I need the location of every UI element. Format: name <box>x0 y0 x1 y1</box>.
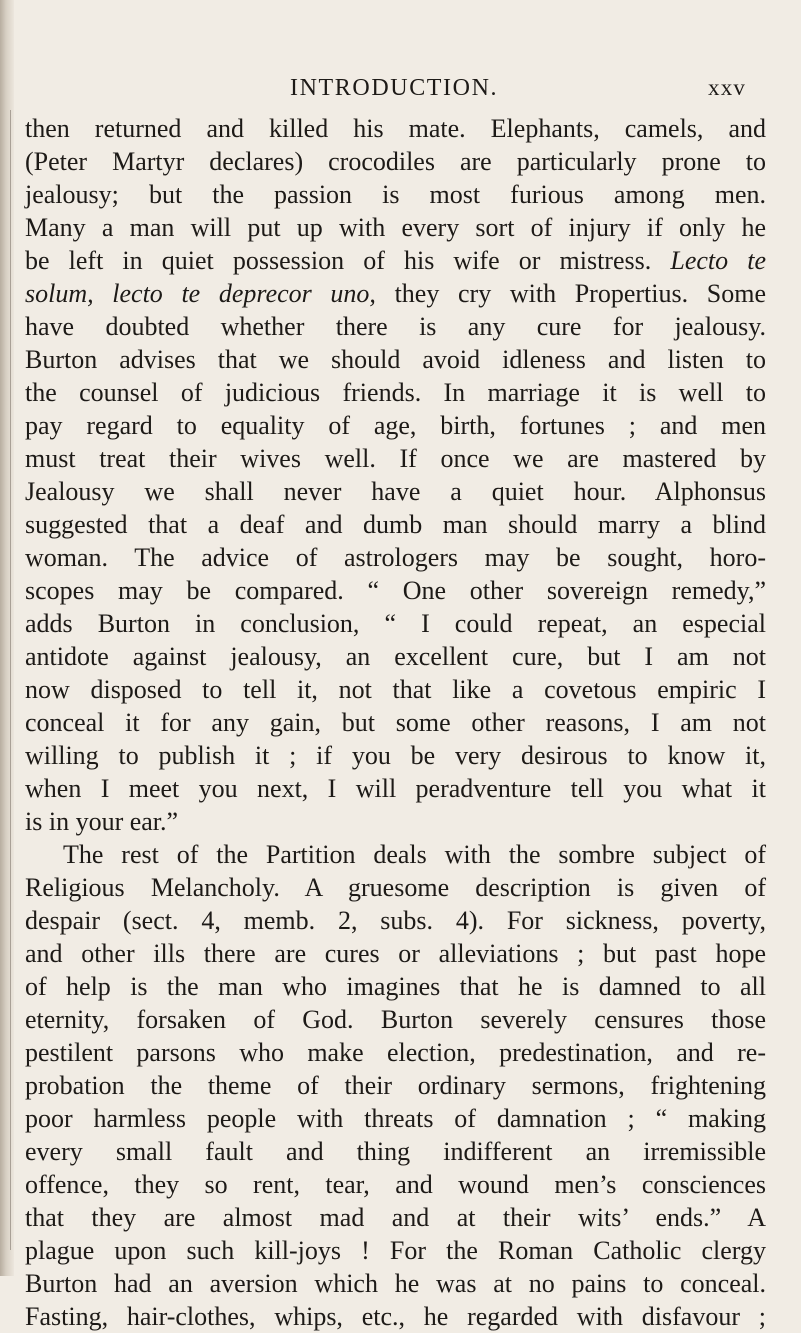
text-line: despair (sect. 4, memb. 2, subs. 4). For sickness, poverty, <box>25 906 766 935</box>
text-line: poor harmless people with threats of damnation ; “ making <box>25 1104 766 1133</box>
text-line: Religious Melancholy. A gruesome description is given of <box>25 873 766 902</box>
text-line: now disposed to tell it, not that like a covetous empiric I <box>25 675 766 704</box>
text-line: of help is the man who imagines that he is damned to all <box>25 972 766 1001</box>
text-line: suggested that a deaf and dumb man should marry a blind <box>25 510 766 539</box>
text-segment: they cry with Propertius. Some <box>375 279 766 308</box>
text-line: willing to publish it ; if you be very desirous to know it, <box>25 741 766 770</box>
page-header <box>0 75 801 109</box>
text-line: Jealousy we shall never have a quiet hour. Alphonsus <box>25 477 766 506</box>
text-line: is in your ear.” <box>25 807 179 836</box>
text-line <box>25 244 766 277</box>
text-line: that they are almost mad and at their wits’ ends.” A <box>25 1203 766 1232</box>
text-segment: be left in quiet possession of his wife or mistress. <box>25 246 652 275</box>
text-line: eternity, forsaken of God. Burton severely censures those <box>25 1005 766 1034</box>
page-number: xxv <box>708 75 747 100</box>
text-line <box>25 277 766 310</box>
text-line: have doubted whether there is any cure for jealousy. <box>25 312 766 341</box>
text-line: conceal it for any gain, but some other reasons, I am not <box>25 708 766 737</box>
text-line: plague upon such kill-joys ! For the Roman Catholic clergy <box>25 1236 766 1265</box>
text-line: adds Burton in conclusion, “ I could repeat, an especial <box>25 609 766 638</box>
text-line: offence, they so rent, tear, and wound men’s consciences <box>25 1170 766 1199</box>
text-line: woman. The advice of astrologers may be sought, horo- <box>25 543 766 572</box>
text-line: pestilent parsons who make election, predestination, and re- <box>25 1038 766 1067</box>
text-line: and other ills there are cures or alleviations ; but past hope <box>25 939 766 968</box>
text-line: jealousy; but the passion is most furious among men. <box>25 180 766 209</box>
latin-quote: Lecto te <box>670 246 767 275</box>
text-line: the counsel of judicious friends. In marriage it is well to <box>25 378 766 407</box>
text-line: every small fault and thing indifferent an irremissible <box>25 1137 766 1166</box>
running-head: INTRODUCTION. <box>290 75 499 101</box>
text-line: must treat their wives well. If once we are mastered by <box>25 444 766 473</box>
page-gutter-shadow <box>0 0 14 1276</box>
binding-edge-line <box>10 110 11 1250</box>
text-line: when I meet you next, I will peradventure tell you what it <box>25 774 766 803</box>
text-line: Burton had an aversion which he was at no pains to conceal. <box>25 1269 766 1298</box>
text-line: then returned and killed his mate. Elephants, camels, and <box>25 114 766 143</box>
text-line: antidote against jealousy, an excellent cure, but I am not <box>25 642 766 671</box>
text-line: scopes may be compared. “ One other sovereign remedy,” <box>25 576 766 605</box>
text-line: (Peter Martyr declares) crocodiles are particularly prone to <box>25 147 766 176</box>
text-line: pay regard to equality of age, birth, fortunes ; and men <box>25 411 766 440</box>
latin-quote: solum, lecto te deprecor uno, <box>25 279 376 308</box>
text-line: Burton advises that we should avoid idleness and listen to <box>25 345 766 374</box>
text-line: Fasting, hair-clothes, whips, etc., he regarded with disfavour ; <box>25 1302 766 1331</box>
text-line: probation the theme of their ordinary sermons, frightening <box>25 1071 766 1100</box>
text-line: The rest of the Partition deals with the sombre subject of <box>63 840 766 869</box>
text-line: Many a man will put up with every sort of injury if only he <box>25 213 766 242</box>
